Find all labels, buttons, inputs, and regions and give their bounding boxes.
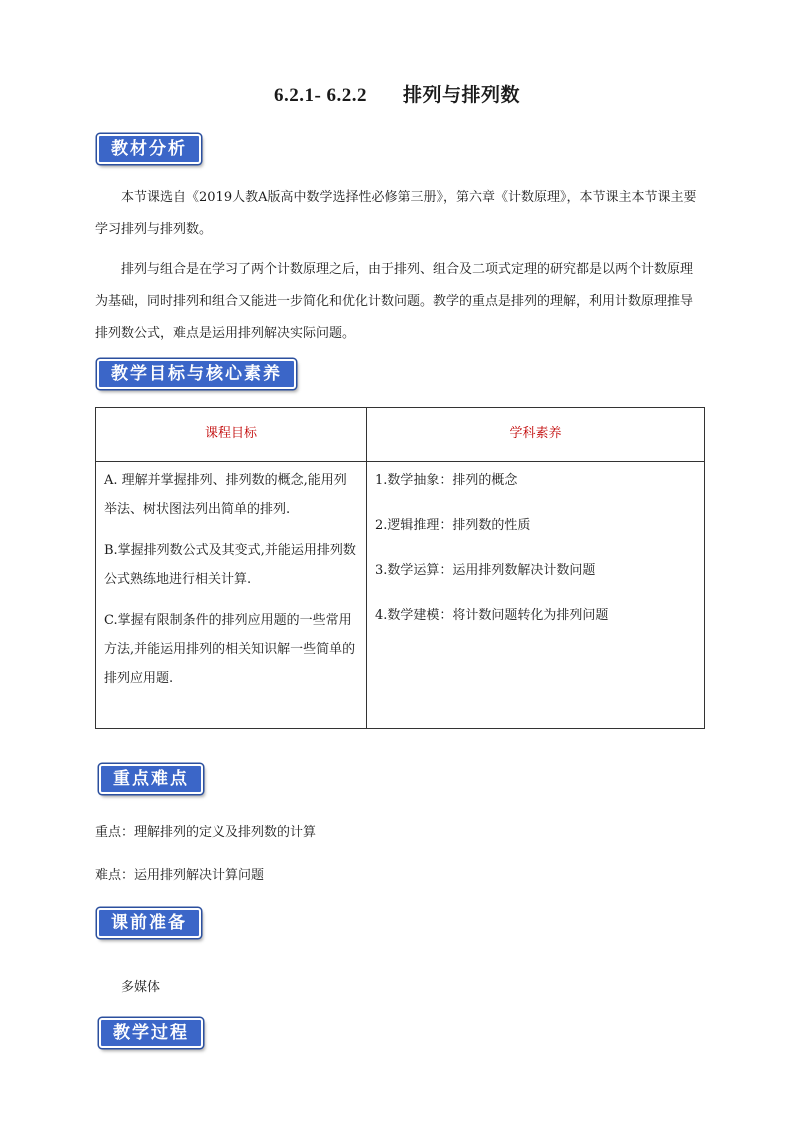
analysis-paragraph-1: 本节课选自《2019人教A版高中数学选择性必修第三册》，第六章《计数原理》，本节课主本节课主要学习排列与排列数。 [95,190,697,237]
section-heading-goals: 教学目标与核心素养 [97,359,296,389]
title-text: 排列与排列数 [403,84,521,106]
literacy-item-1: 1.数学抽象：排列的概念 [375,473,518,488]
header-core-literacy: 学科素养 [367,408,705,462]
literacy-item-2: 2.逻辑推理：排列数的性质 [375,518,531,533]
course-goal-b: B.掌握排列数公式及其变式,并能运用排列数公式熟练地进行相关计算. [104,543,356,587]
section-heading-keypoints: 重点难点 [99,764,203,794]
section-heading-process: 教学过程 [99,1018,203,1048]
analysis-paragraph-2: 排列与组合是在学习了两个计数原理之后，由于排列、组合及二项式定理的研究都是以两个计数原理为基础，同时排列和组合又能进一步简化和优化计数问题。教学的重点是排列的理解，利用计数原理推导排列数公式，难点是运用排列解决实际问题。 [95,262,694,341]
literacy-item-3: 3.数学运算：运用排列数解决计数问题 [375,563,596,578]
literacy-item-4: 4.数学建模：将计数问题转化为排列问题 [375,608,609,623]
document-title [0,80,794,107]
section-heading-analysis: 教材分析 [97,134,201,164]
course-goal-a: A. 理解并掌握排列、排列数的概念,能用列举法、树状图法列出简单的排列. [104,473,347,517]
course-goals-cell [96,462,367,729]
goals-table-header-row [96,408,705,462]
header-course-goals: 课程目标 [96,408,367,462]
preparation-item: 多媒体 [121,980,161,995]
important-point: 重点：理解排列的定义及排列数的计算 [95,825,317,840]
course-goal-c: C.掌握有限制条件的排列应用题的一些常用方法,并能运用排列的相关知识解一些简单的排列应用题. [104,613,356,686]
goals-table-row [96,462,705,729]
section-heading-preparation: 课前准备 [97,908,201,938]
difficult-point: 难点：运用排列解决计算问题 [95,868,265,883]
core-literacy-cell [367,462,705,729]
goals-table [95,407,705,729]
title-section-number: 6.2.1- 6.2.2 [273,85,368,106]
